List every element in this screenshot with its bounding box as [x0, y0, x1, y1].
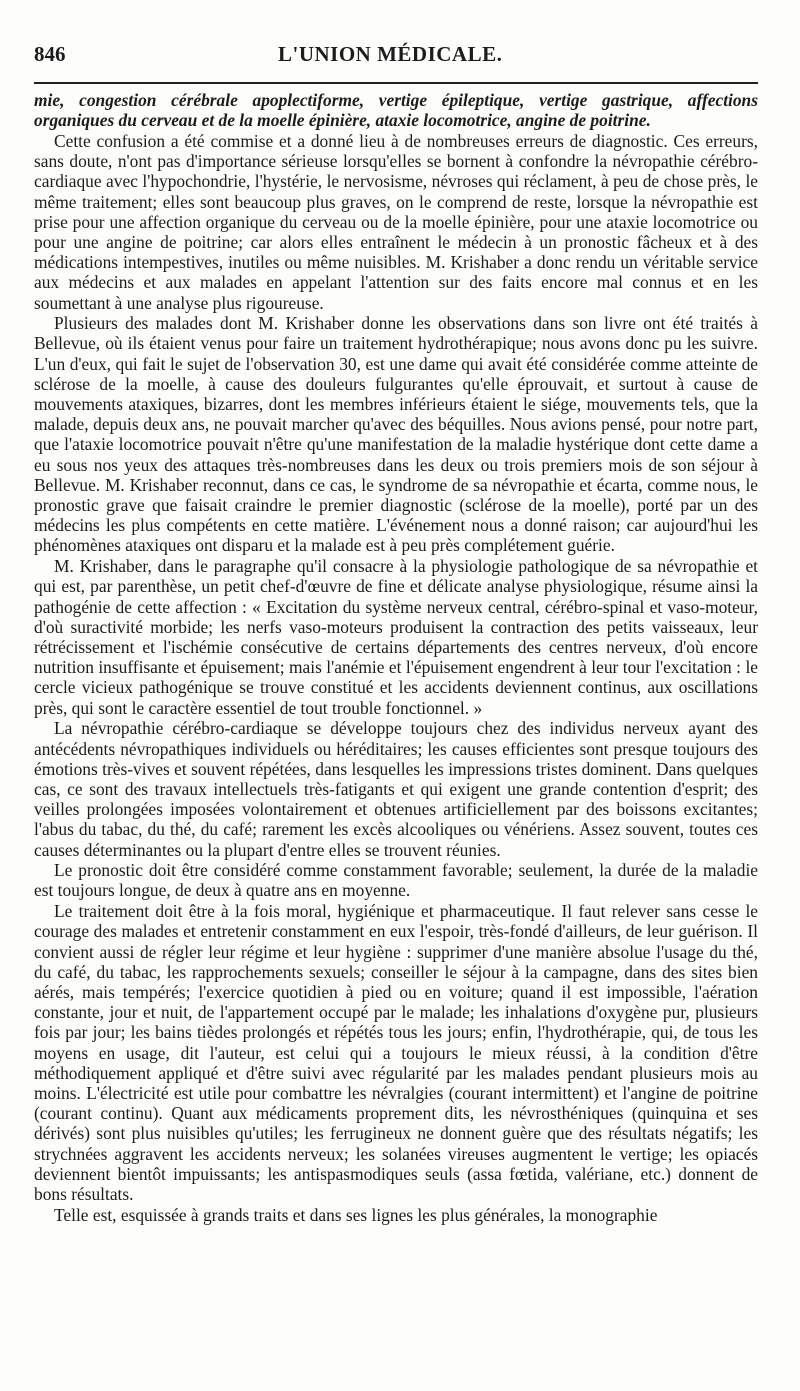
paragraph-pronostic: Le pronostic doit être considéré comme constamment favorable; seulement, la durée de la maladie est toujours longue, de deux à quatre ans en moyenne. — [34, 860, 758, 901]
body-text — [34, 90, 758, 1225]
paragraph-confusion: Cette confusion a été commise et a donné lieu à de nombreuses erreurs de diagnostic. Ces erreurs, sans doute, n'ont pas d'importance sérieuse lorsqu'elles se bornent à confondre la névropathie cérébro-cardiaque avec l'hypochondrie, l'hystérie, le nervosisme, névroses qui réclament, à peu de chose près, le même traitement; elles sont beaucoup plus graves, on le comprend de reste, lorsque la névropathie est prise pour une affection organique du cerveau ou de la moelle épinière, pour une ataxie locomotrice ou pour une angine de poitrine; car alors elles entraînent le médecin à un pronostic fâcheux et à des médications intempestives, inutiles ou même nuisibles. M. Krishaber a donc rendu un véritable service aux médecins et aux malades en appelant l'attention sur des faits encore mal connus et en les soumettant à une analyse plus rigoureuse. — [34, 130, 758, 313]
paragraph-conclusion: Telle est, esquissée à grands traits et dans ses lignes les plus générales, la monographie — [54, 1204, 658, 1225]
paragraph-traitement: Le traitement doit être à la fois moral, hygiénique et pharmaceutique. Il faut relever sans cesse le courage des malades et entretenir constamment en eux l'espoir, très-fondé d'ailleurs, de leur guérison. Il convient aussi de régler leur régime et leur hygiène : supprimer d'une manière absolue l'usage du thé, du café, du tabac, les rapprochements sexuels; conseiller le séjour à la campagne, dans des sites bien aérés, mais tempérés; l'exercice quotidien à pied ou en voiture; quand il est impossible, l'aération constante, jour et nuit, de l'appartement occupé par le malade; les inhalations d'oxygène pur, plusieurs fois par jour; les bains tièdes prolongés et répétés tous les jours; enfin, l'hydrothérapie, qui, de tous les moyens en usage, dit l'auteur, est celui qui a toujours le mieux réussi, à la condition d'être méthodiquement appliqué et d'être suivi avec régularité par les malades pendant plusieurs mois au moins. L'électricité est utile pour combattre les névralgies (courant intermittent) et l'angine de poitrine (courant continu). Quant aux médicaments proprement dits, les névrosthéniques (quinquina et ses dérivés) sont plus nuisibles qu'utiles; les ferrugineux ne donnent guère que des résultats négatifs; les strychnées aggravent les accidents nerveux; les solanées vireuses augmentent le vertige; les opiacés deviennent bientôt impuissants; les antispasmodiques seuls (assa fœtida, valériane, etc.) donnent de bons résultats. — [34, 901, 758, 1204]
paragraph-pathogenie: M. Krishaber, dans le paragraphe qu'il consacre à la physiologie pathologique de sa névropathie et qui est, par parenthèse, un petit chef-d'œuvre de fine et délicate analyse physiologique, résume ainsi la pathogénie de cette affection : « Excitation du système nerveux central, cérébro-spinal et vaso-moteur, d'où suractivité morbide; les nerfs vaso-moteurs produisent la contraction des petits vaisseaux, leur rétrécissement et l'ischémie consécutive de certains départements des centres nerveux, d'où encore nutrition insuffisante et épuisement; mais l'anémie et l'épuisement engendrent à leur tour l'excitation : le cercle vicieux pathogénique se trouve constitué et les accidents deviennent continus, aux oscillations près, qui sont le caractère essentiel de tout trouble fonctionnel. » — [34, 556, 758, 718]
journal-title: L'UNION MÉDICALE. — [278, 42, 503, 66]
paragraph-continued-list: mie, congestion cérébrale apoplectiforme, vertige épileptique, vertige gastrique, affections organiques du cerveau et de la moelle épinière, ataxie locomotrice, angine de poitrine. — [34, 90, 758, 131]
paragraph-bellevue-patients: Plusieurs des malades dont M. Krishaber donne les observations dans son livre ont été traités à Bellevue, où ils étaient venus pour faire un traitement hydrothérapique; nous avons donc pu les suivre. L'un d'eux, qui fait le sujet de l'observation 30, est une dame qui avait été considérée comme atteinte de sclérose de la moelle, à cause des douleurs fulgurantes qu'elle éprouvait, et surtout à cause de mouvements ataxiques, bizarres, dont les membres inférieurs étaient le siége, mouvements tels, que la malade, depuis deux ans, ne pouvait marcher qu'avec des béquilles. Nous avions pensé, pour notre part, que l'ataxie locomotrice pouvait n'être qu'une manifestation de la maladie hystérique dont cette dame a eu sous nos yeux des attaques très-nombreuses dans les deux ou trois premiers mois de son séjour à Bellevue. M. Krishaber reconnut, dans ce cas, le syndrome de sa névropathie et écarta, comme nous, le pronostic grave que faisait craindre le premier diagnostic (sclérose de la moelle), porté par un des médecins les plus compétents en cette matière. L'événement nous a donné raison; car aujourd'hui les phénomènes ataxiques ont disparu et la malade est à peu près complétement guérie. — [34, 313, 758, 556]
paragraph-causes: La névropathie cérébro-cardiaque se développe toujours chez des individus nerveux ayant des antécédents névropathiques individuels ou héréditaires; les causes efficientes sont presque toujours des émotions très-vives et souvent répétées, dans lesquelles les impressions tristes dominent. Dans quelques cas, ce sont des travaux intellectuels très-fatigants et qui exigent une grande contention d'esprit; des veilles prolongées imposées volontairement et obtenues artificiellement par des boissons excitantes; l'abus du tabac, du thé, du café; rarement les excès alcooliques ou vénériens. Assez souvent, toutes ces causes déterminantes ou la plupart d'entre elles se trouvent réunies. — [34, 718, 758, 860]
page-header — [34, 42, 758, 84]
page-number: 846 — [34, 42, 66, 66]
